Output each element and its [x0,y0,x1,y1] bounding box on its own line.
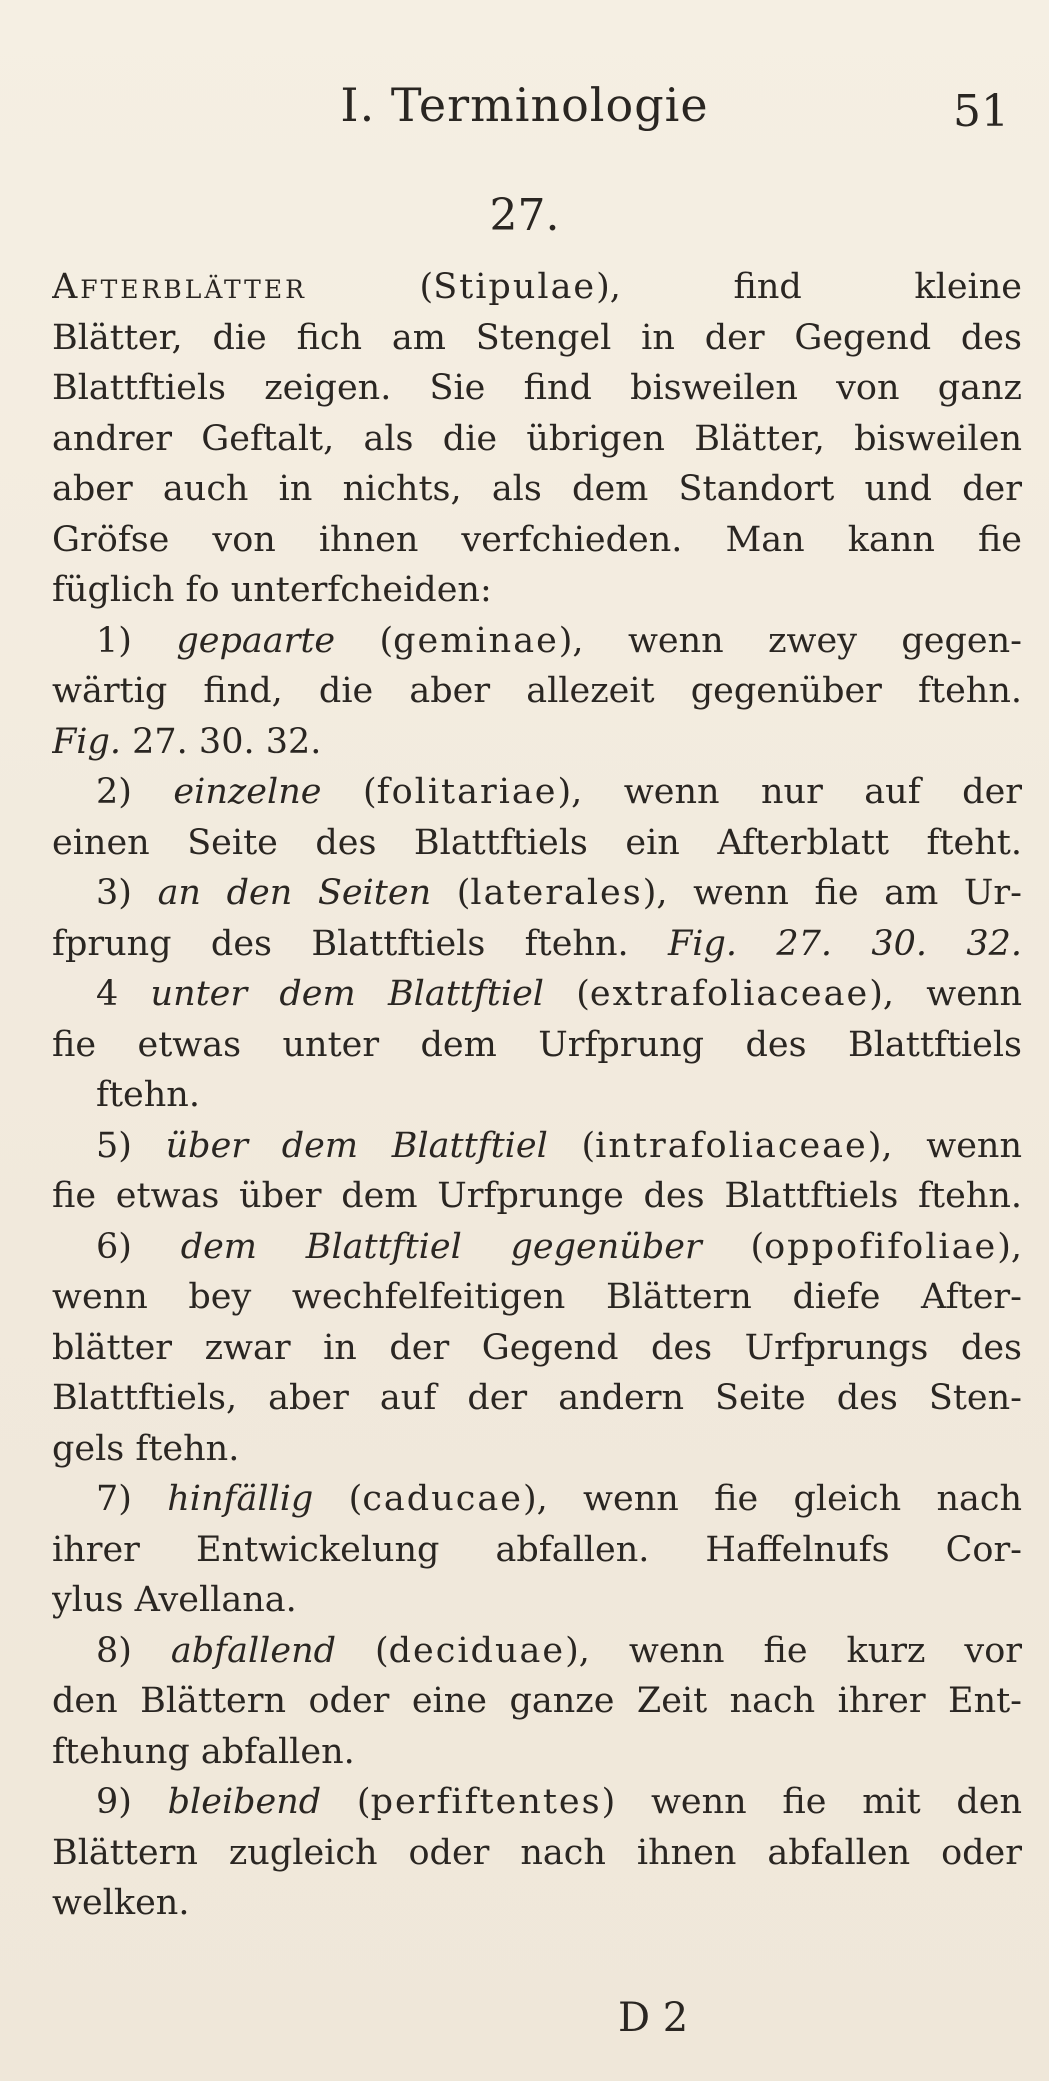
term-italic: über dem Blattftiel [165,1125,548,1166]
text-line [52,717,1022,768]
text-run: Blätter, die fich am Stengel in der Gegend des [52,317,1022,358]
text-run: blätter zwar in der Gegend des Urfprungs des [52,1327,1022,1368]
latin-term: intrafoliaceae [595,1125,868,1166]
term-italic: Fig. 27. 30. 32. [667,923,1022,964]
text-run: ylus Avellana. [52,1580,297,1620]
text-line [52,313,1022,364]
latin-term: folitariae [376,772,558,812]
term-italic: dem Blattftiel gegenüber [180,1226,702,1267]
text-run: ( [335,620,394,661]
text-run: ), wenn fie kurz vor [565,1630,1022,1671]
text-run: aber auch in nichts, als dem Standort und der [52,469,1022,509]
text-run: ( [313,1479,363,1519]
text-line [52,262,1022,313]
text-run: welken. [52,1883,190,1923]
text-run: ), [997,1226,1022,1267]
text-run: 2) [96,772,174,812]
text-line [52,1525,1022,1576]
text-line [52,767,1022,818]
latin-term: geminae [393,620,559,661]
latin-term: oppofifoliae [764,1226,998,1267]
text-line [52,1070,1022,1121]
text-line [52,868,1022,919]
term-italic: abfallend [170,1630,337,1671]
text-run: ) wenn fie mit den [601,1782,1022,1822]
body-text [52,262,1022,1929]
text-run: ), wenn nur auf der [557,772,1022,812]
latin-term: laterales [470,873,643,913]
text-line [52,464,1022,515]
text-run: Blättern zugleich oder nach ihnen abfallen oder [52,1832,1022,1873]
text-run: ), wenn [867,1125,1022,1166]
text-run: ( [543,974,590,1014]
text-run: ( [336,1630,389,1671]
text-run: fie etwas über dem Urfprunge des Blattftiels ftehn. [52,1176,1022,1216]
text-run: 3) [96,873,158,913]
text-run: wenn bey wechfelfeitigen Blättern diefe After- [52,1277,1022,1317]
text-line [52,1474,1022,1525]
text-run: ( [547,1125,596,1166]
text-line [52,1828,1022,1879]
text-line [52,565,1022,616]
text-run: ), wenn zwey gegen- [558,620,1022,661]
text-run: einen Seite des Blattftiels ein Afterblatt fteht. [52,822,1022,863]
term-italic: bleibend [167,1782,322,1822]
text-run: andrer Geftalt, als die übrigen Blätter, bisweilen [52,418,1022,459]
text-run: fie etwas unter dem Urfprung des Blattftiels [52,1024,1022,1065]
text-line [52,969,1022,1020]
text-run: Blattftiels, aber auf der andern Seite des Sten- [52,1378,1022,1418]
term-italic: hinfällig [167,1479,314,1519]
text-run: ( [306,267,434,307]
text-run: 8) [96,1630,171,1671]
text-line [52,1373,1022,1424]
text-line [52,666,1022,717]
signature-mark: D 2 [618,1995,689,2041]
text-line [52,1222,1022,1273]
text-run: ( [701,1226,765,1267]
text-line [52,818,1022,869]
text-run: ), wenn fie am Ur- [642,873,1022,913]
text-run: ), wenn [869,974,1022,1014]
text-line [52,1777,1022,1828]
running-head [0,78,1049,138]
text-run: Blattftiels zeigen. Sie find bisweilen von ganz [52,368,1022,408]
text-run: 6) [96,1226,181,1267]
text-line [52,1626,1022,1677]
term-italic: Fig. [52,721,122,762]
text-line [52,616,1022,667]
text-line [52,1878,1022,1929]
text-run: ( [321,772,377,812]
text-line [52,363,1022,414]
text-run: den Blättern oder eine ganze Zeit nach ihrer Ent- [52,1681,1022,1721]
text-run: ihrer Entwickelung abfallen. Haffelnufs Cor- [52,1529,1022,1570]
text-line [52,1121,1022,1172]
text-run: gels ftehn. [52,1428,240,1469]
headword: Afterblätter [52,267,307,307]
text-run: füglich fo unterfcheiden: [52,570,492,610]
text-line [52,1727,1022,1778]
text-line [52,1020,1022,1071]
page-number: 51 [953,86,1009,137]
text-run: 4 [96,974,151,1014]
text-line [52,414,1022,465]
text-run: 5) [96,1125,166,1166]
term-italic: einzelne [173,772,322,812]
text-run: 1) [96,620,177,661]
latin-term: Stipulae [433,267,597,307]
text-line [52,1676,1022,1727]
latin-term: extrafoliaceae [589,974,870,1014]
text-line [52,1323,1022,1374]
latin-term: perfiftentes [370,1782,602,1822]
text-line [52,1424,1022,1475]
text-run: fprung des Blattftiels ftehn. [52,923,668,964]
latin-term: deciduae [388,1630,566,1671]
text-run: ( [321,1782,371,1822]
text-line [52,515,1022,566]
section-number: 27. [489,190,560,241]
text-line [52,919,1022,970]
term-italic: gepaarte [176,620,336,661]
text-line [52,1272,1022,1323]
text-run: ), find kleine [596,267,1022,307]
running-title: I. Terminologie [340,78,709,132]
text-run: 27. 30. 32. [121,721,322,762]
term-italic: an den Seiten [157,873,432,913]
text-run: ( [431,873,471,913]
term-italic: unter dem Blattftiel [150,974,544,1014]
text-run: 9) [96,1782,168,1822]
text-line [52,1171,1022,1222]
text-run: wärtig find, die aber allezeit gegenüber ftehn. [52,671,1022,711]
text-run: Gröfse von ihnen verfchieden. Man kann fie [52,519,1022,560]
text-run: ftehn. [96,1075,200,1115]
latin-term: caducae [362,1479,523,1519]
text-run: ), wenn fie gleich nach [522,1479,1022,1519]
text-run: ftehung abfallen. [52,1731,355,1772]
text-run: 7) [96,1479,168,1519]
text-line [52,1575,1022,1626]
